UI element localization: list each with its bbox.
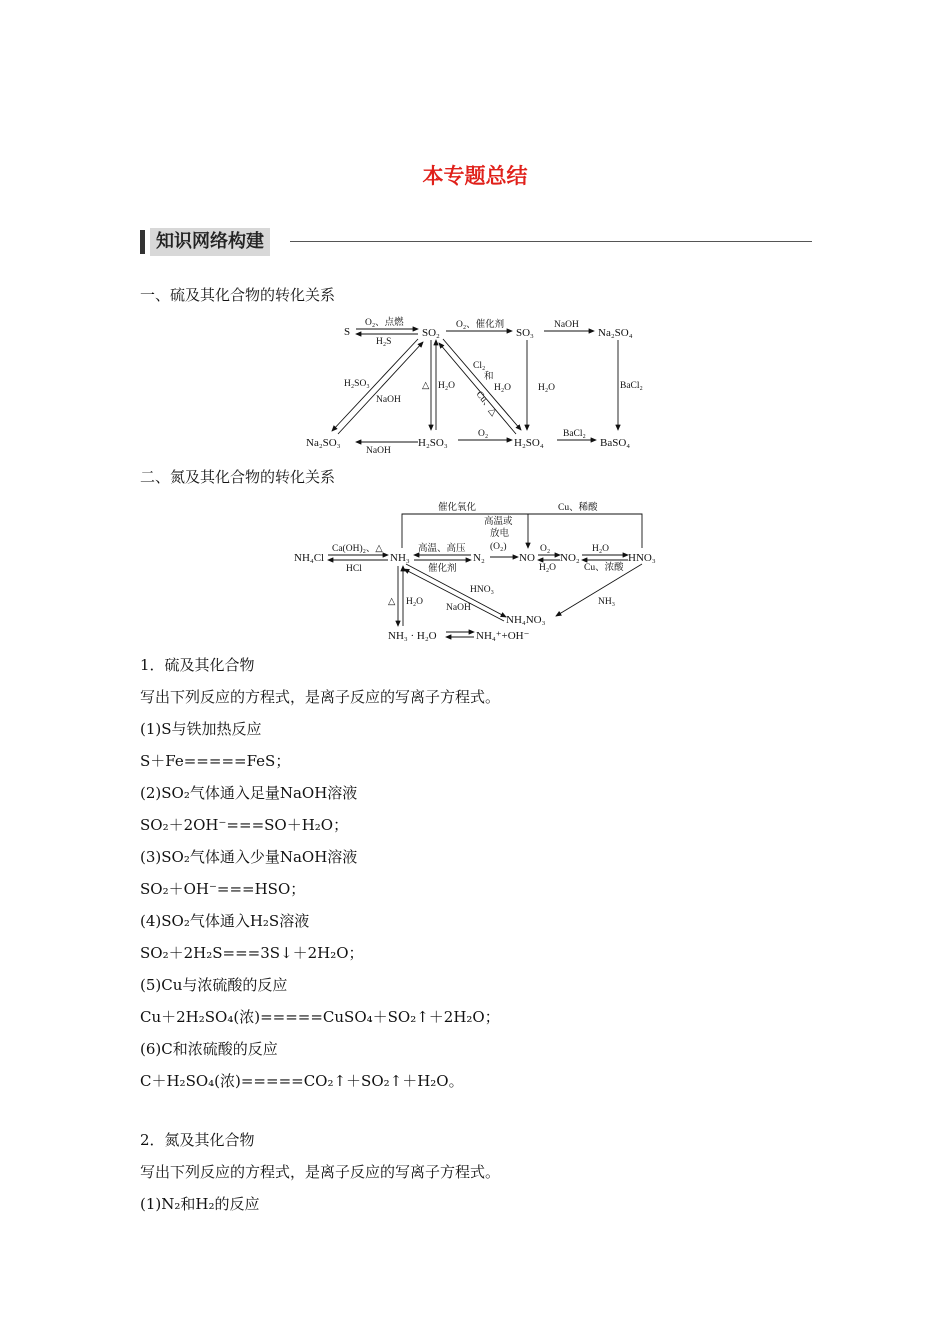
page-title: 本专题总结 <box>422 164 528 188</box>
section-rule <box>290 241 812 242</box>
answer-5: Cu＋2H₂SO₄(浓)=====CuSO₄＋SO₂↑＋2H₂O； <box>140 1008 500 1026</box>
node-no2: NO₂ <box>560 552 580 564</box>
label-o2: O₂ <box>540 544 551 554</box>
label-and: 和 <box>484 372 494 382</box>
node-nh3: NH₃ <box>390 552 410 564</box>
node-nh4-oh: NH₄⁺+OH⁻ <box>476 630 530 642</box>
question-4: (4)SO₂气体通入H₂S溶液 <box>140 912 310 930</box>
section-header-label: 知识网络构建 <box>150 228 270 256</box>
answer-6: C＋H₂SO₄(浓)=====CO₂↑＋SO₂↑＋H₂O。 <box>140 1072 464 1090</box>
answer-4: SO₂＋2H₂S===3S↓＋2H₂O； <box>140 944 364 962</box>
label-cu-dilute: Cu、稀酸 <box>558 503 598 513</box>
node-na2so3: Na₂SO₃ <box>306 437 341 449</box>
label-cu-heat: Cu、△ <box>473 389 499 418</box>
node-n2: N₂ <box>473 552 485 564</box>
label-hcl: HCl <box>346 564 362 574</box>
node-so3: SO₃ <box>516 327 534 339</box>
label-high-temp-pressure: 高温、高压 <box>418 544 466 554</box>
question-6: (6)C和浓硫酸的反应 <box>140 1040 278 1058</box>
question-1: (1)S与铁加热反应 <box>140 720 262 738</box>
answer-2: SO₂＋2OH⁻===SO＋H₂O； <box>140 816 349 834</box>
label-nh3: NH₃ <box>598 597 616 607</box>
label-o2-catalyst: O₂、催化剂 <box>456 320 505 330</box>
label-catalytic-oxidation: 催化氧化 <box>438 503 477 513</box>
label-o2-paren: (O₂) <box>490 542 507 552</box>
label-heat: △ <box>422 381 430 391</box>
sulfur-diagram <box>300 312 660 456</box>
section-header <box>140 228 812 256</box>
part2-heading: 二、氮及其化合物的转化关系 <box>140 468 336 486</box>
answer-3: SO₂＋OH⁻===HSO； <box>140 880 306 898</box>
label-h2o-c: H₂O <box>538 383 556 393</box>
section-marker <box>140 230 145 254</box>
label-heat: △ <box>388 597 396 607</box>
part1-heading: 一、硫及其化合物的转化关系 <box>140 286 336 304</box>
label-cl2: Cl₂ <box>473 361 486 371</box>
label-cu-conc: Cu、浓酸 <box>584 563 624 573</box>
label-hightemp-or: 高温或 <box>484 517 513 527</box>
node-baso4: BaSO₄ <box>600 437 631 449</box>
label-hno3: HNO₃ <box>470 585 494 595</box>
node-so2: SO₂ <box>422 327 440 339</box>
label-catalyst: 催化剂 <box>428 564 457 574</box>
node-h2so4: H₂SO₄ <box>514 437 544 449</box>
answer-1: S＋Fe=====FeS； <box>140 752 291 770</box>
label-bacl2-right: BaCl₂ <box>620 381 643 391</box>
question-2: (2)SO₂气体通入足量NaOH溶液 <box>140 784 358 802</box>
label-h2o-a: H₂O <box>438 381 456 391</box>
label-naoh-mid: NaOH <box>376 395 401 405</box>
instruction-sulfur: 写出下列反应的方程式，是离子反应的写离子方程式。 <box>140 688 501 706</box>
subsection-sulfur: 1．硫及其化合物 <box>140 656 255 674</box>
node-nh4cl: NH₄Cl <box>294 552 325 564</box>
label-h2o-no: H₂O <box>539 563 557 573</box>
node-hno3: HNO₃ <box>628 552 656 564</box>
node-nh4no3: NH₄NO₃ <box>506 614 546 626</box>
label-naoh-bottom: NaOH <box>366 446 391 456</box>
label-naoh-top: NaOH <box>554 320 579 330</box>
question-3: (3)SO₂气体通入少量NaOH溶液 <box>140 848 358 866</box>
label-h2s: H₂S <box>376 337 392 347</box>
instruction-nitrogen: 写出下列反应的方程式，是离子反应的写离子方程式。 <box>140 1163 501 1181</box>
label-h2o-no2: H₂O <box>592 544 610 554</box>
node-na2so4: Na₂SO₄ <box>598 327 633 339</box>
label-o2-ignite: O₂、点燃 <box>365 318 404 328</box>
label-discharge: 放电 <box>490 529 510 539</box>
node-nh3h2o: NH₃ · H₂O <box>388 630 437 642</box>
node-s: S <box>344 326 351 338</box>
label-o2-bottom: O₂ <box>478 429 489 439</box>
nitrogen-diagram <box>290 494 670 646</box>
label-h2so3: H₂SO₃ <box>344 379 370 389</box>
subsection-nitrogen: 2．氮及其化合物 <box>140 1131 255 1149</box>
node-h2so3: H₂SO₃ <box>418 437 448 449</box>
node-no: NO <box>519 552 535 564</box>
question-5: (5)Cu与浓硫酸的反应 <box>140 976 288 994</box>
label-h2o-b: H₂O <box>494 383 512 393</box>
question-n1: (1)N₂和H₂的反应 <box>140 1195 260 1213</box>
label-naoh: NaOH <box>446 603 471 613</box>
label-caoh2-heat: Ca(OH)₂、△ <box>332 544 383 554</box>
label-h2o-vertical: H₂O <box>406 597 424 607</box>
label-bacl2-bottom: BaCl₂ <box>563 429 586 439</box>
